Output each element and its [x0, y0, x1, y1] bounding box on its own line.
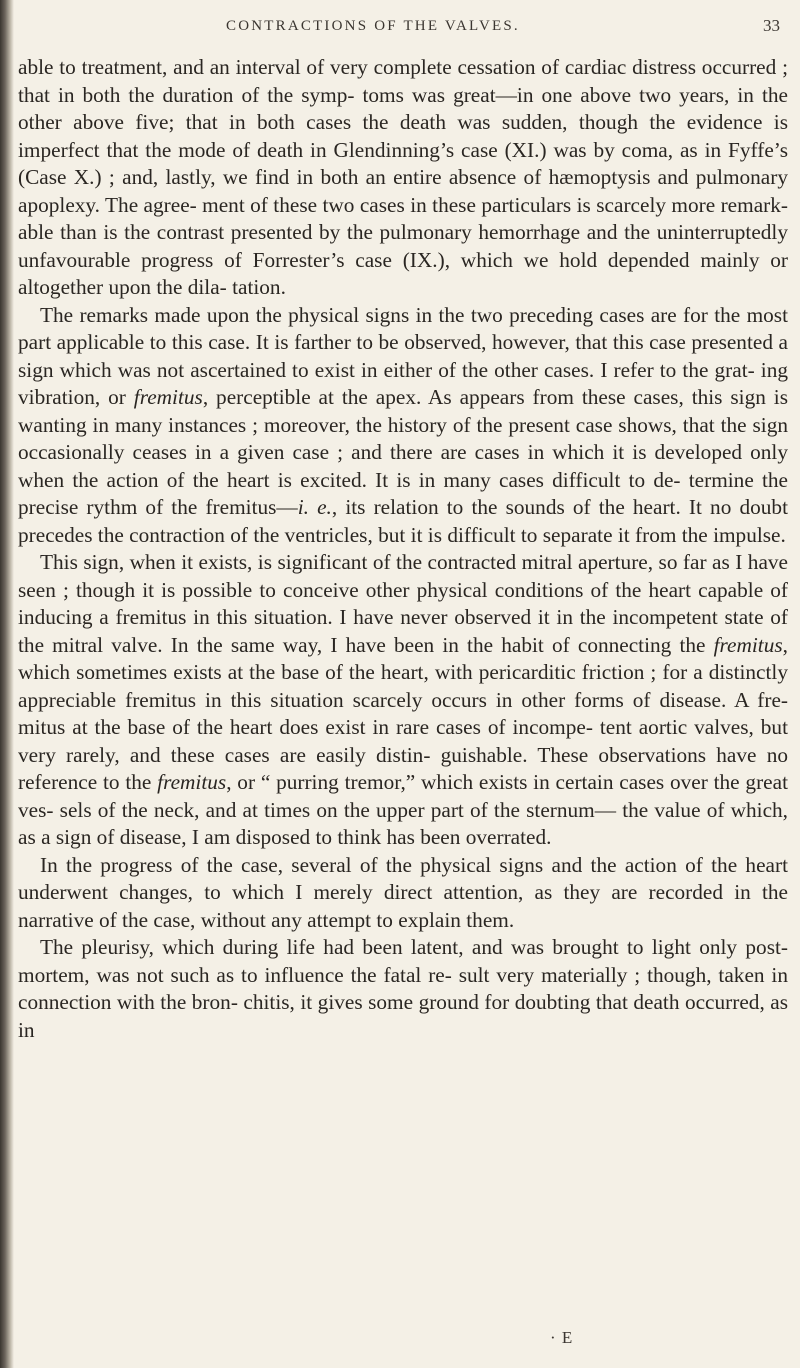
text-run: The pleurisy, which during life had been latent, and was brought to light only post-mortem, was not such as to influence the fatal re- sult very materially ; though, taken in connection with the bron- chitis, it gives some ground for doubting that death occurred, as in	[18, 935, 788, 1042]
text-run: , which sometimes exists at the base of the heart, with pericarditic friction ; for a distinctly appreciable fremitus in this situation scarcely occurs in other forms of disease. A fre- mitus at the base of the heart does exist in rare cases of incompe- tent aortic valves, but very rarely, and these cases are easily distin- guishable. These observations have no reference to the	[18, 632, 788, 794]
italic-term: i. e.	[297, 495, 332, 519]
body-text	[18, 54, 788, 1044]
paragraph-pleurisy	[18, 934, 788, 1044]
italic-term: fremitus	[133, 385, 203, 409]
page-header	[0, 0, 800, 60]
text-run: In the progress of the case, several of the physical signs and the action of the heart underwent changes, to which I merely direct attention, as they are recorded in the narrative of the case, without any attempt to explain them.	[18, 852, 788, 932]
italic-term: fremitus	[713, 632, 783, 657]
signature-mark: · E	[550, 1328, 574, 1347]
text-run: , perceptible at the apex. As appears from these cases, this sign is wanting in many instances ; moreover, the history of the present case shows, that the sign occasionally ceases in a given case ; and there are cases in which it is developed only when the action of the heart is excited. It is in many cases difficult to de- termine the precise rythm of the fremitus—	[18, 385, 788, 519]
page-binding-edge	[0, 0, 14, 1368]
paragraph-fremitus-sign	[18, 302, 788, 550]
paragraph-sign-significance	[18, 549, 788, 852]
text-run: This sign, when it exists, is significant of the contracted mitral aperture, so far as I have seen ; though it is possible to conceive other physical conditions of the heart capable of inducing a fremitus in this situation. I have never observed it in the incompetent state of the mitral valve. In the same way, I have been in the habit of connecting the	[18, 550, 788, 657]
page-number: 33	[763, 16, 780, 35]
italic-term: fremitus	[157, 770, 227, 794]
paragraph-progress	[18, 852, 788, 935]
text-run: , or “ purring tremor,” which exists in certain cases over the great ves- sels of the neck, and at times on the upper part of the sternum— the value of which, as a sign of disease, I am disposed to think has been overrated.	[18, 770, 788, 849]
paragraph-continuation	[18, 54, 788, 302]
text-run: , its relation to the sounds of the heart. It no doubt precedes the contraction of the ventricles, but it is difficult to separate it from the impulse.	[18, 495, 788, 547]
running-title: CONTRACTIONS OF THE VALVES.	[226, 18, 520, 34]
text-run: The remarks made upon the physical signs in the two preceding cases are for the most part applicable to this case. It is farther to be observed, however, that this case presented a sign which was not ascertained to exist in either of the other cases. I refer to the grat- ing vibration, or	[18, 302, 788, 409]
text-run: able to treatment, and an interval of very complete cessation of cardiac distress occurred ; that in both the duration of the symp- toms was great—in one above two years, in the other above five; that in both cases the death was sudden, though the evidence is imperfect that the mode of death in Glendinning’s case (XI.) was by coma, as in Fyffe’s (Case X.) ; and, lastly, we find in both an entire absence of hæmoptysis and pulmonary apoplexy. The agree- ment of these two cases in these particulars is scarcely more remark- able than is the contrast presented by the pulmonary hemorrhage and the uninterruptedly unfavourable progress of Forrester’s case (IX.), which we hold depended mainly or altogether upon the dila- tation.	[18, 55, 788, 299]
